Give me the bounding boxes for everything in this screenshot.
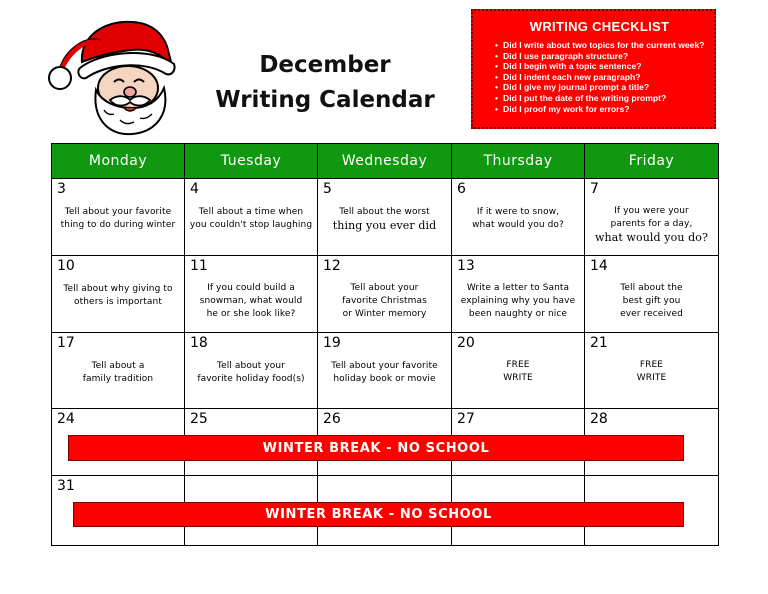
prompt-line: thing you ever did <box>332 219 437 232</box>
day-number: 21 <box>590 335 608 351</box>
prompt-line: If you were your <box>614 206 689 216</box>
day-cell <box>585 333 719 409</box>
prompt-line: explaining why you have <box>460 296 576 306</box>
writing-prompt <box>455 282 581 321</box>
prompt-line: Tell about your favorite <box>331 361 438 371</box>
prompt-line: Write a letter to Santa <box>466 283 570 293</box>
day-cell <box>452 179 585 256</box>
checklist-item: • Did I use paragraph structure? <box>495 51 704 62</box>
writing-prompt <box>321 206 448 232</box>
day-number: 12 <box>323 258 341 274</box>
day-number: 18 <box>190 335 208 351</box>
checklist-item: • Did I indent each new paragraph? <box>495 72 704 83</box>
prompt-line: Tell about why giving to <box>63 284 173 294</box>
writing-checklist <box>471 9 716 129</box>
prompt-line: what would you do? <box>472 220 564 230</box>
day-number: 26 <box>323 411 341 427</box>
day-number: 28 <box>590 411 608 427</box>
weekday-thursday: Thursday <box>452 144 585 179</box>
day-cell <box>318 333 452 409</box>
writing-prompt <box>188 206 314 232</box>
day-number: 20 <box>457 335 475 351</box>
day-cell <box>585 179 719 256</box>
day-number: 25 <box>190 411 208 427</box>
writing-prompt <box>188 282 314 321</box>
checklist-title: WRITING CHECKLIST <box>529 19 670 34</box>
day-cell <box>452 333 585 409</box>
writing-prompt <box>55 283 181 309</box>
day-number: 7 <box>590 181 599 197</box>
day-cell <box>52 256 185 333</box>
prompt-line: parents for a day, <box>610 219 693 229</box>
weekday-friday: Friday <box>585 144 719 179</box>
day-number: 4 <box>190 181 199 197</box>
week-row <box>52 333 719 409</box>
prompt-line: best gift you <box>622 296 681 306</box>
day-number: 11 <box>190 258 208 274</box>
prompt-line: family tradition <box>82 374 154 384</box>
prompt-line: Tell about a time when <box>198 207 304 217</box>
day-cell <box>185 179 318 256</box>
prompt-line: Tell about the worst <box>339 207 430 217</box>
day-number: 10 <box>57 258 75 274</box>
winter-break-banner: WINTER BREAK - NO SCHOOL <box>68 435 684 461</box>
weekday-header-row <box>52 144 719 179</box>
day-number: 31 <box>57 478 75 494</box>
day-cell <box>318 256 452 333</box>
checklist-item: • Did I proof my work for errors? <box>495 104 704 115</box>
prompt-line: Tell about your favorite <box>64 207 172 217</box>
title-subtitle: Writing Calendar <box>215 87 435 113</box>
writing-prompt <box>588 282 715 321</box>
day-cell <box>185 256 318 333</box>
prompt-line: others is important <box>74 297 162 307</box>
day-cell <box>318 179 452 256</box>
day-number: 6 <box>457 181 466 197</box>
prompt-line: ever received <box>620 309 683 319</box>
writing-prompt <box>55 206 181 232</box>
day-cell <box>452 256 585 333</box>
prompt-line: he or she look like? <box>206 309 296 319</box>
day-number: 19 <box>323 335 341 351</box>
title-month: December <box>259 52 391 78</box>
day-cell <box>185 333 318 409</box>
day-number: 3 <box>57 181 66 197</box>
writing-prompt <box>455 206 581 232</box>
prompt-line: favorite Christmas <box>342 296 427 306</box>
day-number: 14 <box>590 258 608 274</box>
prompt-line: Tell about your <box>217 361 285 371</box>
checklist-list <box>495 40 704 114</box>
prompt-line: If you could build a <box>207 283 295 293</box>
week-row <box>52 256 719 333</box>
checklist-item: • Did I give my journal prompt a title? <box>495 82 704 93</box>
prompt-line: holiday book or movie <box>333 374 436 384</box>
weekday-tuesday: Tuesday <box>185 144 318 179</box>
writing-prompt <box>321 282 448 321</box>
page-title <box>205 50 445 116</box>
checklist-item: • Did I put the date of the writing prompt? <box>495 93 704 104</box>
day-number: 13 <box>457 258 475 274</box>
prompt-line: WRITE <box>636 373 667 383</box>
day-number: 17 <box>57 335 75 351</box>
weekday-wednesday: Wednesday <box>318 144 452 179</box>
prompt-line: been naughty or nice <box>468 309 568 319</box>
checklist-item: • Did I write about two topics for the current week? <box>495 40 704 51</box>
writing-prompt <box>588 359 715 385</box>
day-cell <box>52 179 185 256</box>
weekday-monday: Monday <box>52 144 185 179</box>
writing-prompt <box>188 360 314 386</box>
writing-prompt <box>455 359 581 385</box>
calendar-grid <box>51 143 719 546</box>
day-number: 27 <box>457 411 475 427</box>
checklist-item: • Did I begin with a topic sentence? <box>495 61 704 72</box>
prompt-line: If it were to snow, <box>476 207 560 217</box>
prompt-line: what would you do? <box>595 231 708 244</box>
santa-claus-icon <box>40 10 190 138</box>
writing-prompt <box>55 360 181 386</box>
day-cell <box>585 256 719 333</box>
prompt-line: thing to do during winter <box>60 220 176 230</box>
prompt-line: Tell about your <box>350 283 419 293</box>
winter-break-banner: WINTER BREAK - NO SCHOOL <box>73 502 684 527</box>
day-cell <box>52 333 185 409</box>
prompt-line: or Winter memory <box>342 309 427 319</box>
writing-prompt <box>588 205 715 244</box>
week-row <box>52 179 719 256</box>
prompt-line: WRITE <box>503 373 533 383</box>
prompt-line: FREE <box>639 360 664 370</box>
prompt-line: Tell about a <box>91 361 145 371</box>
prompt-line: FREE <box>506 360 530 370</box>
writing-prompt <box>321 360 448 386</box>
day-number: 24 <box>57 411 75 427</box>
prompt-line: snowman, what would <box>199 296 303 306</box>
prompt-line: favorite holiday food(s) <box>197 374 305 384</box>
day-number: 5 <box>323 181 332 197</box>
prompt-line: Tell about the <box>620 283 683 293</box>
prompt-line: you couldn't stop laughing <box>189 220 313 230</box>
